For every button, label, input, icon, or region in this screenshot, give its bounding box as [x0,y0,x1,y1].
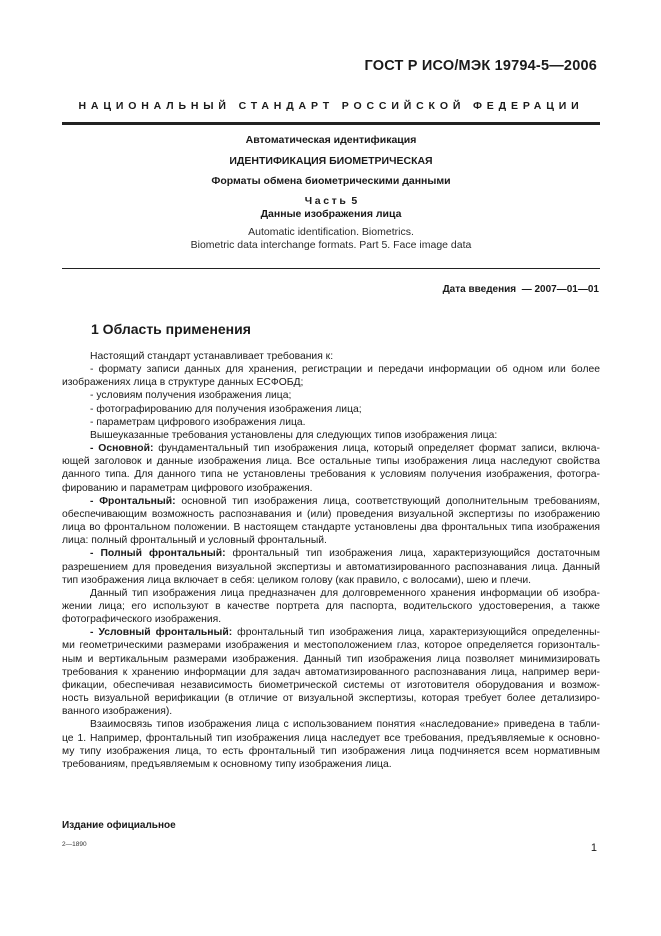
body-text-segment: - фотографированию для получения изображения лица; [90,403,362,415]
part-title: Данные изображения лица [260,208,402,220]
term-label: - Полный фронтальный: [90,548,226,560]
body-text-segment: фикации, обеспечивая независимость биометрической системы от изготовителя оборудования и возмож- [62,679,600,691]
body-line [62,626,600,639]
title-line-1: Автоматическая идентификация [245,134,417,146]
body-text-segment: требованиям, предъявляемым к основному типу изображения лица. [62,758,392,770]
body-line [62,732,600,745]
part-number: 5 [351,195,358,207]
body-line [62,758,600,771]
body-text-segment: фронтальный тип изображения лица, характеризующийся достаточным [225,548,600,560]
english-title-line-2: Biometric data interchange formats. Part 5. Face image data [190,239,472,251]
body-line [62,363,600,376]
body-text-segment: основной тип изображения лица, соответствующий дополнительным требованиям, [175,495,600,507]
body-text-segment: жении лица; его используют в качестве портрета для паспорта, водительского удостоверения, а также [62,600,600,612]
body-line [62,679,600,692]
body-text-segment: Вышеуказанные требования установлены для следующих типов изображения лица: [90,429,498,441]
body-text-segment: изображениях лица в структуре данных ЕСФОБД; [62,377,304,389]
body-text-segment: ванного изображения). [62,706,173,718]
date-value: — 2007—01—01 [521,284,599,295]
body-text-segment: тип изображения лица включает в себя: целиком голову (как правило, с волосами), шею и плечи. [62,574,532,586]
body-line [62,666,600,679]
english-title-line-1: Automatic identification. Biometrics. [248,226,414,238]
body-text-segment: це 1. Например, фронтальный тип изображения лица наследует все требования, предъявляемые к основно- [62,732,600,744]
body-text-segment: - условиям получения изображения лица; [90,390,292,402]
body-text-segment: фотографического изображения. [62,614,222,626]
body-text-segment: обеспечивающим возможность распознавания и (или) проведения визуальной экспертизы по изображению [62,508,600,520]
body-line [62,705,600,718]
body-line [62,455,600,468]
body-text-segment: ность визуальной верификации (в отличие от визуальной экспертизы, которая требует более детализиро- [62,693,600,705]
title-line-2: ИДЕНТИФИКАЦИЯ БИОМЕТРИЧЕСКАЯ [229,155,433,167]
national-standard-banner: НАЦИОНАЛЬНЫЙ СТАНДАРТ РОССИЙСКОЙ ФЕДЕРАЦИИ [78,100,584,112]
introduction-date [443,284,599,295]
body-line [62,574,600,587]
body-line [62,561,600,574]
body-line [62,442,600,455]
body-line [62,587,600,600]
body-line [62,600,600,613]
body-text-segment: лица во фронтальном положении. В настоящем стандарте установлены два фронтальных типа изображения [62,522,600,534]
body-line [62,745,600,758]
body-text-segment: ми геометрическими размерами изображения и местоположением глаз, которое определяется горизонталь- [62,640,600,652]
body-line [62,534,600,547]
body-line [62,403,600,416]
body-line [62,389,600,402]
body-line [62,639,600,652]
body-line [62,495,600,508]
body-text-segment: данного типа. Для данного типа не установлены требования к условиям получения изображения, фотогра- [62,469,600,481]
title-divider [62,268,600,269]
body-line [62,547,600,560]
section-body [62,350,600,771]
body-line [62,482,600,495]
body-line [62,508,600,521]
part-word: Часть [304,195,349,207]
term-label: - Фронтальный: [90,495,176,507]
body-line [62,468,600,481]
body-text-segment: фундаментальный тип изображения лица, который определяет формат записи, включа- [153,443,600,455]
body-text-segment: - формату записи данных для хранения, регистрации и передачи информации об одном или более [90,364,600,376]
body-text-segment: требования к хранению информации для задач автоматизированного распознавания лица, например вери- [62,666,600,678]
body-line [62,718,600,731]
body-line [62,653,600,666]
page-number: 1 [590,842,597,854]
body-line [62,521,600,534]
standard-number: ГОСТ Р ИСО/МЭК 19794-5—2006 [364,58,597,74]
body-text-segment: ющей заголовок и данные изображения лица. Все остальные типы изображения лица наследуют свойства [62,456,600,468]
body-line [62,613,600,626]
body-text-segment: фронтальный тип изображения лица, характеризующийся определенны- [232,627,600,639]
term-label: - Условный фронтальный: [90,627,233,639]
body-line [62,692,600,705]
body-text-segment: Взаимосвязь типов изображения лица с использованием понятия «наследование» приведена в табли- [90,719,600,731]
body-text-segment: ным и вертикальным размерами изображения. Данный тип изображения лица позволяет минимизировать [62,653,600,665]
body-line [62,350,600,363]
official-edition-label: Издание официальное [62,820,176,831]
print-code: 2—1890 [62,841,87,848]
body-line [62,429,600,442]
body-text-segment: му типу изображения лица, то есть фронтальный тип изображения лица подчиняется всем нормативным [62,745,600,757]
body-text-segment: лица: полный фронтальный и условный фронтальный. [62,535,327,547]
title-line-3: Форматы обмена биометрическими данными [211,175,451,187]
body-text-segment: фированию и параметрам цифрового изображения. [62,482,313,494]
body-text-segment: - параметрам цифрового изображения лица. [90,416,306,428]
body-line [62,416,600,429]
date-label: Дата введения [442,284,517,295]
body-text-segment: Настоящий стандарт устанавливает требования к: [90,351,334,362]
part-heading [62,195,600,207]
body-text-segment: разрешением для проведения визуальной экспертизы и автоматизированного распознавания лица. Данный [62,561,600,573]
term-label: - Основной: [90,443,154,455]
body-line [62,376,600,389]
section-title: 1 Область применения [91,321,251,337]
body-text-segment: Данный тип изображения лица предназначен для долговременного хранения информации об изобра- [90,587,600,599]
header-divider [62,122,600,125]
